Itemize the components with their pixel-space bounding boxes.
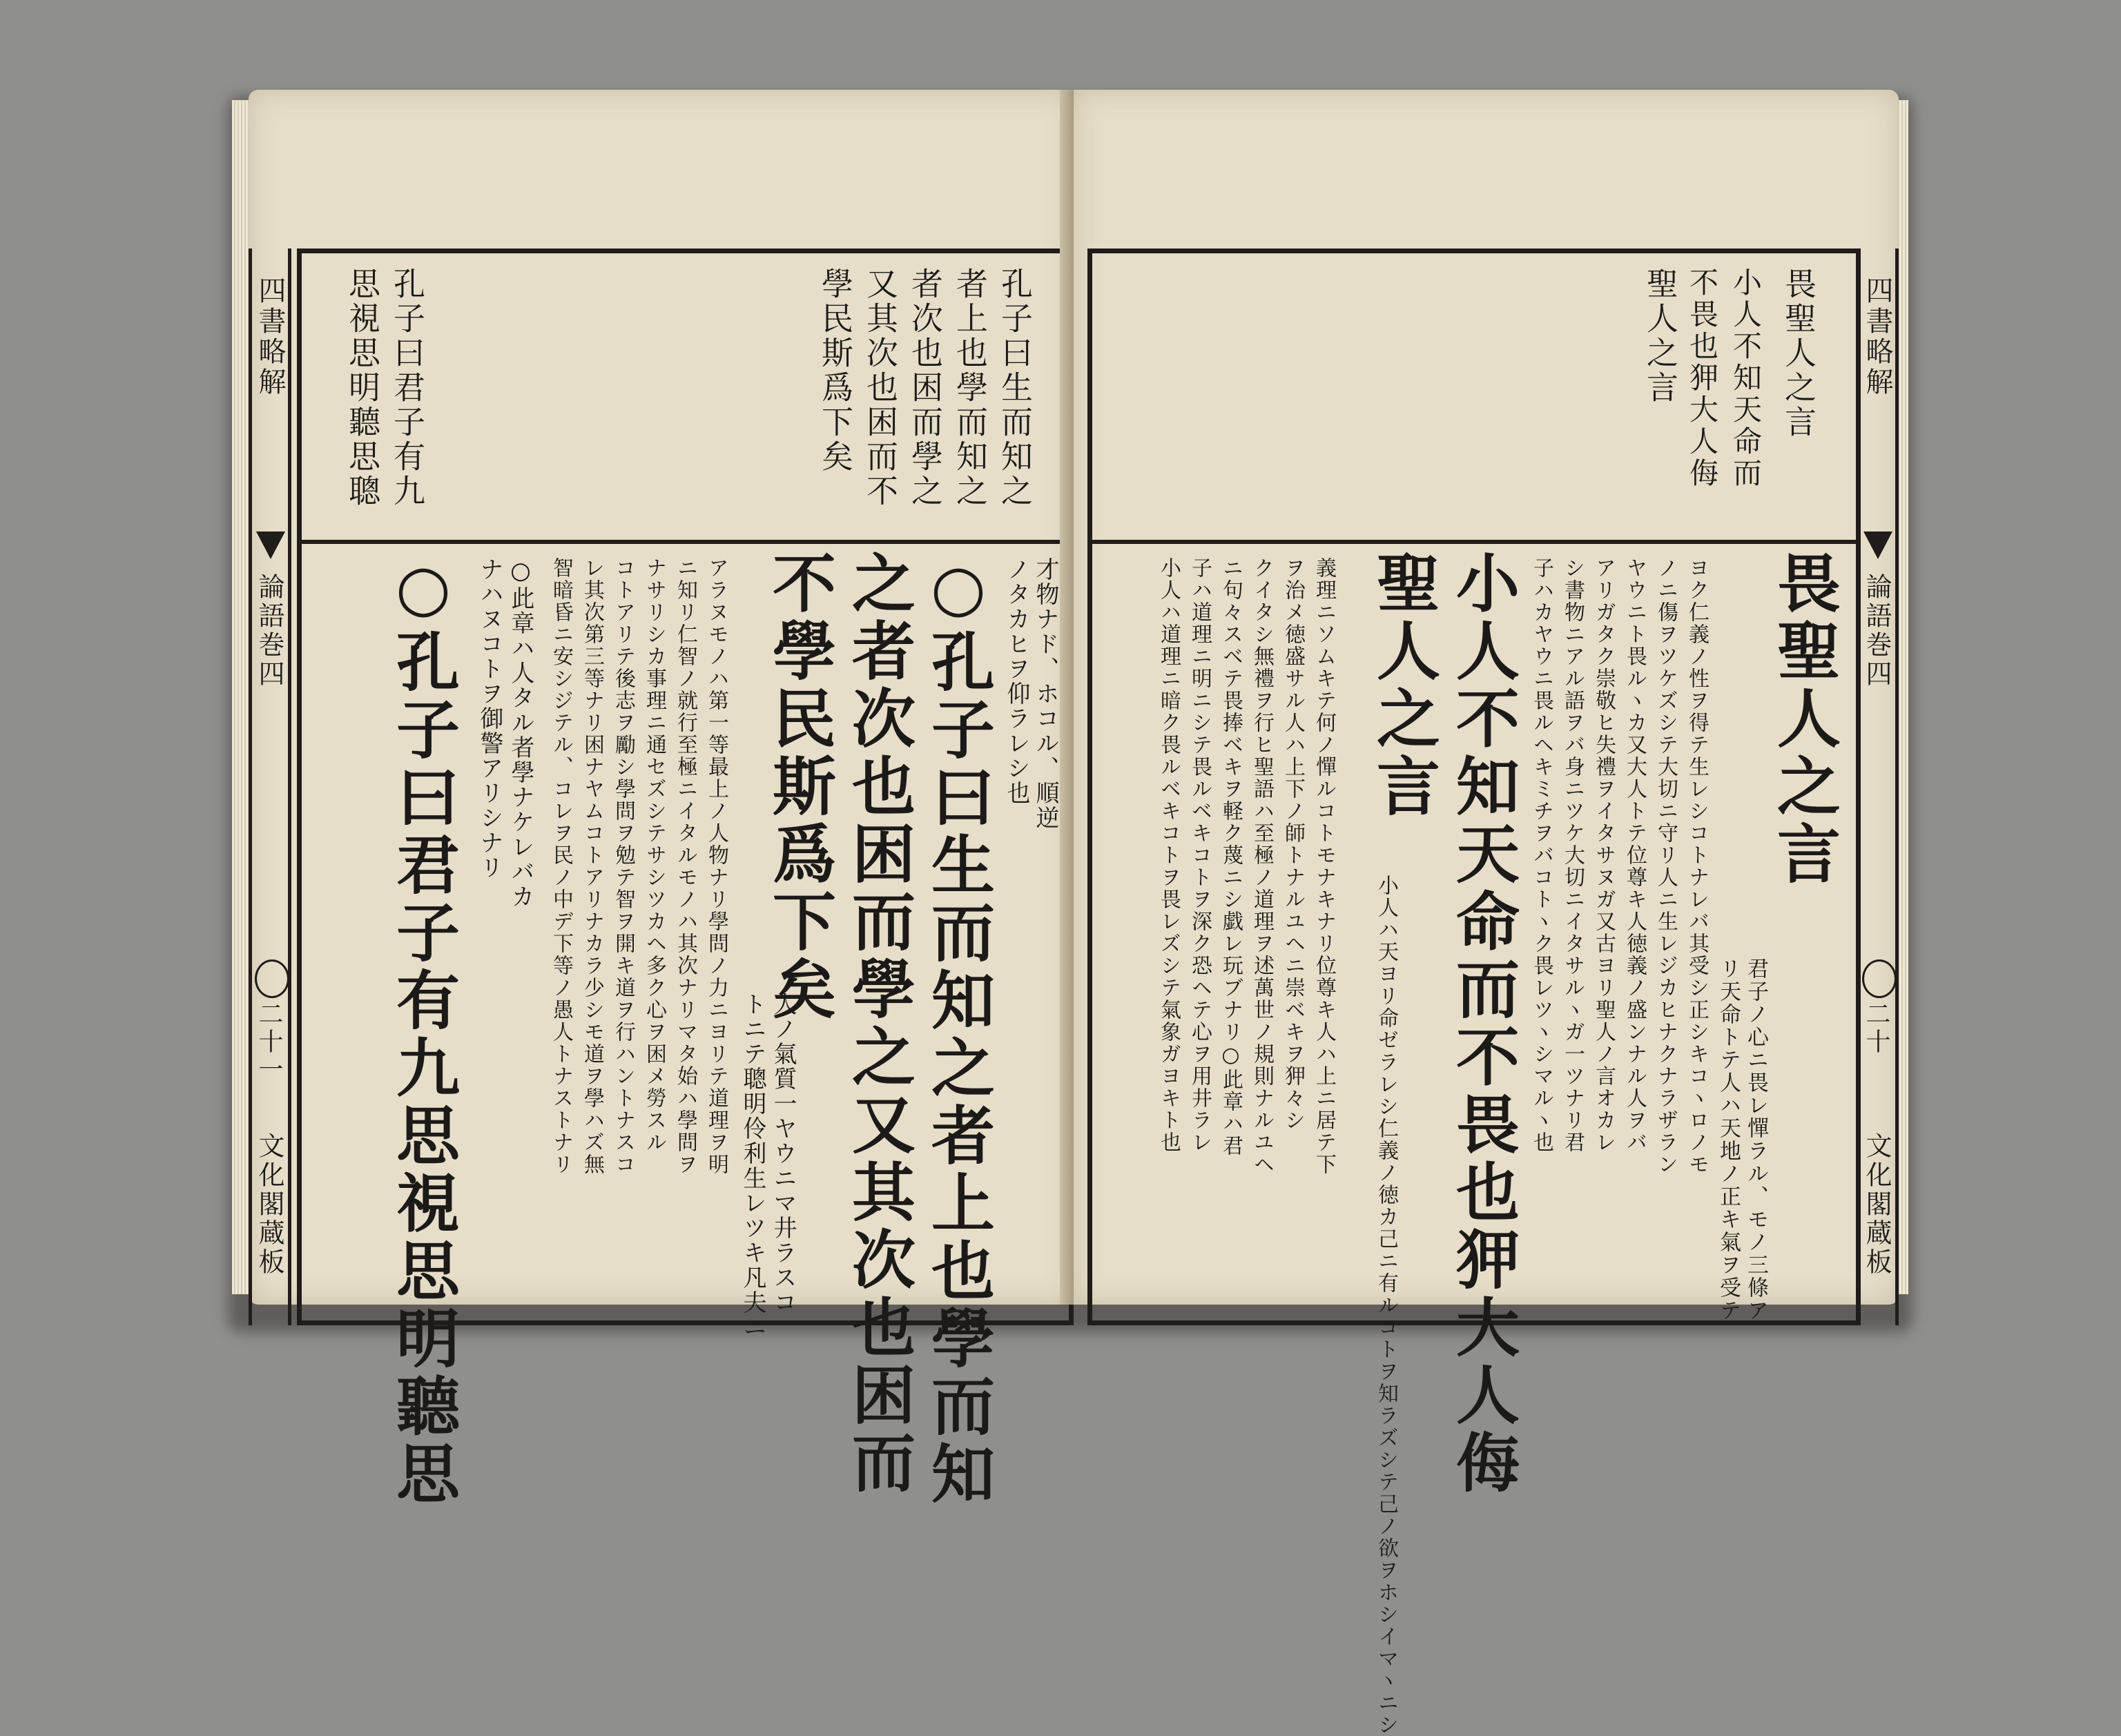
left-note-col-9: レ其次第三等ナリ困ナヤムコトアリナカラ少シモ道ヲ學ハズ無 [580,557,604,1176]
left-main-col-4: ○孔子曰君子有九思視思明聽思 [386,550,461,1508]
right-upper-col-3: 不畏也狎大人侮 [1685,267,1719,489]
left-note-col-12: ナハヌコトヲ御警アリシナリ [476,557,503,880]
left-note-col-2: ノタカヒヲ仰ラレシ也 [1003,557,1030,806]
left-upper-col-7: 思視思明聽思聰 [344,267,381,509]
left-upper-col-5: 學民斯爲下矣 [817,267,854,474]
right-note-col-9: 小人ハ天ヨリ命ゼラレシ仁義ノ徳カ己ニ有ルコトヲ知ラズシテ己ノ欲ヲホシイマヽニシ [1374,875,1398,1736]
right-margin-folio: 二十 [1862,1001,1890,1056]
right-margin-publisher: 文化閣蔵板 [1861,1132,1892,1277]
right-margin-column [1856,248,1899,1325]
right-fish-tail-mark [1863,531,1892,559]
right-upper-col-2: 小人不知天命而 [1729,267,1763,489]
left-margin-section: 論語巻四 [254,573,284,689]
left-horizontal-rule [302,540,1069,544]
right-main-col-1: 畏聖人之言 [1767,550,1841,888]
left-upper-col-2: 者上也學而知之 [951,267,989,509]
right-text-frame [1087,248,1861,1736]
right-note-col-13: ニ句々スベテ畏捧ベキヲ軽ク蔑ニシ戯レ玩ブナリ○此章ハ君 [1219,557,1243,1157]
left-note-col-10: 智暗昏ニ安シジテル、コレヲ民ノ中デ下等ノ愚人トナストナリ [549,557,573,1176]
left-upper-col-3: 者次也困而學之 [907,267,944,509]
left-upper-col-4: 又其次也困而不 [862,267,899,509]
left-margin-column [249,248,291,1325]
right-note-col-14: 子ハ道理ニ明ニシテ畏ルベキコトヲ深ク恐ヘテ心ヲ用井ラレ [1188,557,1212,1153]
left-note-col-6: ニ知リ仁智ノ就行至極ニイタルモノハ其次ナリマタ始ハ學問ヲ [673,557,697,1176]
right-note-col-11: ヲ治メ徳盛サル人ハ上下ノ師トナルユヘニ崇ベキヲ狎々シ [1281,557,1305,1131]
right-note-col-4: ノニ傷ヲツケズシテ大切ニ守リ人ニ生レジカヒナクナラザラン [1654,557,1678,1176]
left-note-col-4: トニテ聰明伶利生レツキ凡夫ニ [739,992,766,1340]
left-note-col-7: ナサリシカ事理ニ通セズシテサシツカヘ多ク心ヲ困メ勞スル [642,557,666,1153]
left-margin-title: 四書略解 [254,276,286,398]
left-margin-publisher: 文化閣蔵板 [254,1132,284,1277]
left-page [249,90,1074,1508]
left-margin-ornament [255,959,289,998]
right-upper-col-4: 聖人之言 [1642,267,1679,405]
right-page [1074,90,1899,1736]
right-margin-title: 四書略解 [1861,276,1893,398]
right-note-col-10: 義理ニソムキテ何ノ憚ルコトモナキナリ位尊キ人ハ上ニ居テ下 [1312,557,1336,1176]
right-note-col-3: ヨク仁義ノ性ヲ得テ生レシコトナレバ其受シ正シキコヽロノモ [1685,557,1709,1176]
left-fish-tail-mark [256,531,285,559]
right-note-col-15: 小人ハ道理ニ暗ク畏ルベキコトヲ畏レズシテ氣象ガヨキト也 [1156,557,1181,1153]
left-note-col-3: 人ノ氣質一ヤウニマ井ラスコ [769,992,797,1315]
left-note-col-11: ○此章ハ人タル者學ナケレバカ [507,557,534,909]
left-upper-col-6: 孔子曰君子有九 [389,267,426,509]
left-upper-col-1: 孔子曰生而知之 [996,267,1034,509]
right-note-col-5: ヤウニト畏ルヽカ又大人トテ位尊キ人徳義ノ盛ンナル人ヲバ [1623,557,1647,1153]
right-note-col-1: 君子ノ心ニ畏レ憚ラル、モノ三條ア [1743,957,1768,1322]
right-upper-col-1: 畏聖人之言 [1780,267,1817,440]
right-main-col-2: 小人不知天命而不畏也狎大人侮 [1446,550,1520,1497]
right-note-col-6: アリガタク崇敬ヒ失禮ヲイタサヌガ又古ヨリ聖人ノ言オカレ [1591,557,1616,1153]
left-note-col-8: コトアリテ後志ヲ勵シ學問ヲ勉テ智ヲ開キ道ヲ行ハントナスコ [611,557,635,1176]
left-note-col-1: 才物ナド、ホコル、順逆 [1032,557,1059,830]
right-margin-ornament [1862,959,1897,998]
open-book [228,69,1912,1736]
left-text-frame [297,248,1074,1508]
left-main-col-3: 不學民斯爲下矣 [762,550,837,1024]
right-note-col-7: シ書物ニアル語ヲバ身ニツケ大切ニイタサルヽガ一ツナリ君 [1560,557,1585,1153]
right-note-col-2: リ天命トテ人ハ天地ノ正キ氣ヲ受テ [1716,957,1741,1322]
right-main-col-3: 聖人之言 [1366,550,1441,821]
left-note-col-5: アラヌモノハ第一等最上ノ人物ナリ學問ノ力ニヨリテ道理ヲ明 [704,557,728,1176]
right-note-col-12: クイタシ無禮ヲ行ヒ聖語ハ至極ノ道理ヲ述萬世ノ規則ナルユヘ [1250,557,1274,1176]
right-note-col-8: 子ハカヤウニ畏ルヘキミチヲバコトヽク畏レツヽシマルヽ也 [1529,557,1553,1153]
left-margin-folio: 二十一 [255,1001,283,1084]
right-horizontal-rule [1092,540,1856,544]
left-main-col-2: 之者次也困而學之又其次也困而 [842,550,916,1497]
left-main-col-1: ○孔子曰生而知之者上也學而知 [921,550,996,1508]
right-margin-section: 論語巻四 [1861,573,1892,689]
